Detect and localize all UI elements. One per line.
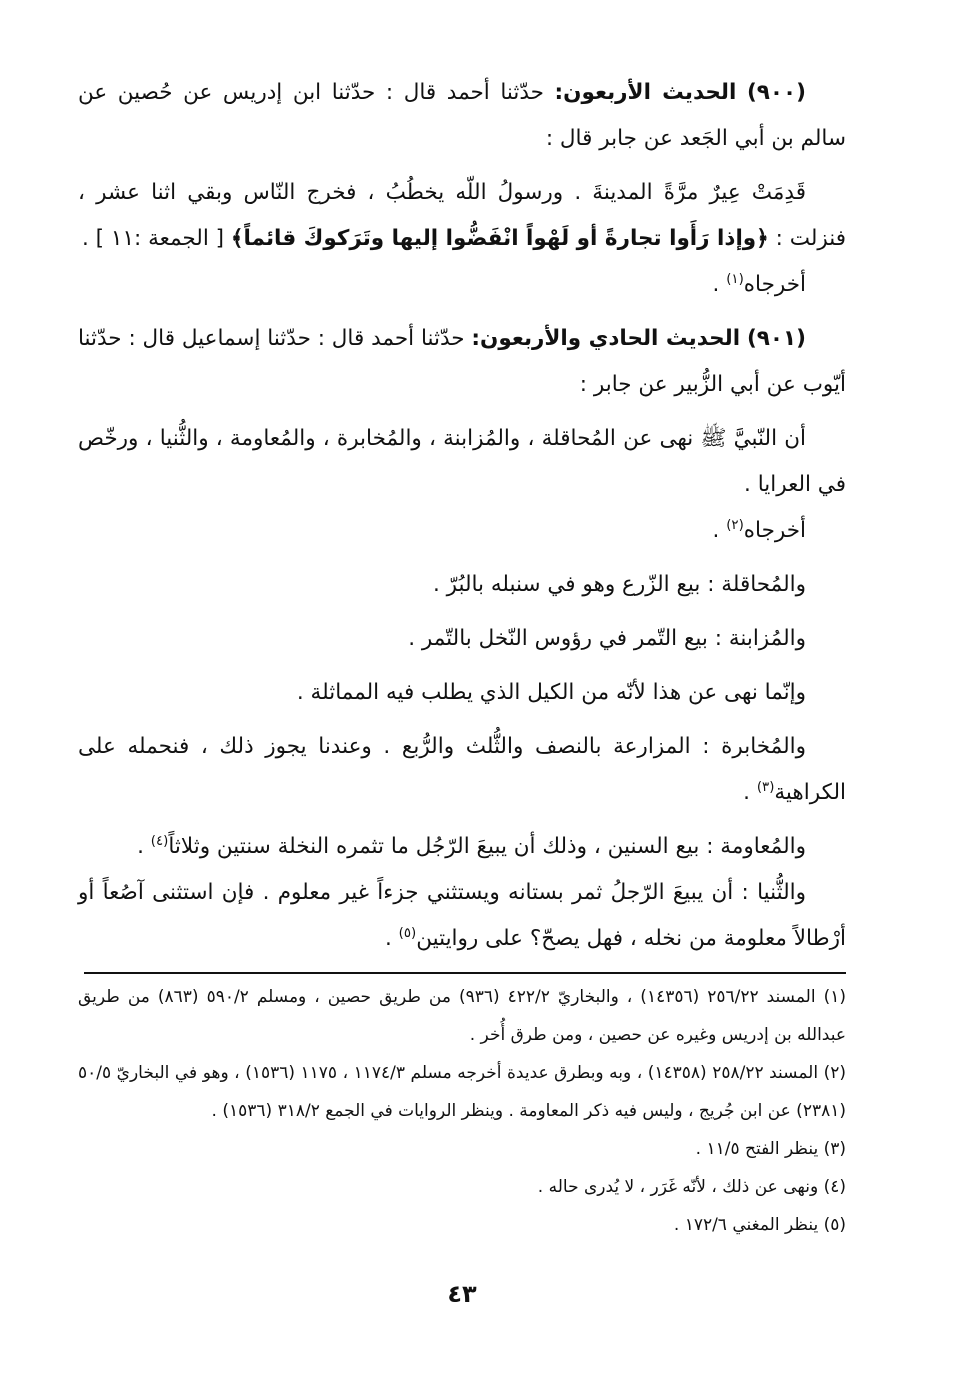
page-number: ٤٣ — [447, 1280, 477, 1308]
hadith-901-number: (٩٠١) — [746, 326, 806, 351]
definition-muhaqala: والمُحاقلة : بيع الزّرع وهو في سنبله بالبُرّ . — [432, 572, 806, 597]
hadith-900-chain: حدّثنا أحمد قال : حدّثنا ابن إدريس عن حُصين عن سالم بن أبي الجَعد عن جابر قال : — [78, 80, 846, 151]
definition-end: . — [384, 926, 399, 951]
footnote-3: (٣) ينظر الفتح ١١/٥ . — [695, 1139, 846, 1159]
hadith-900-text-before-verse: قَدِمَتْ عِيرٌ مرَّةً المدينةَ . ورسولُ اللّه يخطُبُ ، فخرج النّاس وبقي اثنا عشر ، فنزلت : — [78, 180, 846, 251]
definition-muzabana: والمُزابنة : بيع التّمر في رؤوس النّخل بالتّمر . — [408, 626, 806, 651]
footnote-marker-3: (٣) — [756, 779, 775, 795]
definition-end: . — [743, 780, 757, 805]
hadith-901-title: الحديث الحادي والأربعون: — [471, 326, 741, 351]
book-page — [78, 70, 846, 1388]
definition-thunya — [78, 870, 846, 962]
takhrij-end: . — [712, 272, 727, 297]
hadith-901-takhrij — [78, 508, 846, 554]
footnote-marker-5: (٥) — [398, 925, 417, 941]
verse-reference: [ الجمعة :١١ ] . — [82, 226, 225, 251]
footnotes — [78, 978, 846, 1244]
hadith-901-chain: حدّثنا أحمد قال : حدّثنا إسماعيل قال : حدّثنا أيّوب عن أبي الزُّبير عن جابر : — [78, 326, 846, 397]
footnote-marker-4: (٤) — [150, 833, 169, 849]
hadith-901-text: أن النّبيَّ ﷺ نهى عن المُحاقلة ، والمُزابنة ، والمُخابرة ، والمُعاومة ، والثُّنيا ، ورخّص في العرايا . — [78, 426, 846, 497]
definition-mukhabara-text: والمُخابرة : المزارعة بالنصف والثُّلث والرُّبع . وعندنا يجوز ذلك ، فنحمله على الكراهية — [78, 734, 846, 805]
footnote-marker-2: (٢) — [726, 517, 744, 533]
hadith-900-text — [78, 170, 846, 262]
definition-muawama-text: والمُعاومة : بيع السنين ، وذلك أن يبيعَ الرّجُل ما تثمره النخلة سنتين وثلاثاً — [168, 834, 806, 859]
quran-verse: ﴿وإذا رَأَوا تجارةً أو لَهْواً انْفَضُّوا إليها وتَرَكوكَ قائماً﴾ — [230, 226, 769, 251]
hadith-900-takhrij — [78, 262, 846, 308]
takhrij-end: . — [712, 518, 727, 543]
hadith-900 — [78, 70, 846, 162]
definition-thunya-text: والثُّنيا : أن يبيعَ الرّجلُ ثمر بستانه ويستثني جزءاً غير معلوم . فإن استثنى آصُعاً أو أرْطالاً معلومة من نخله ، فهل يصحّ؟ على روايتين — [78, 880, 846, 951]
takhrij-label: أخرجاه — [743, 518, 806, 543]
footnote-4: (٤) ونهى عن ذلك ، لأنّه غَرَر ، لا يُدرى حاله . — [537, 1177, 846, 1197]
footnote-2: (٢) المسند ٢٥٨/٢٢ (١٤٣٥٨) ، وبه وبطرق عديدة أخرجه مسلم ١١٧٤/٣ ، ١١٧٥ (١٥٣٦) ، وهو في البخاريّ ٥٠/٥ (٢٣٨١) عن ابن جُريج ، وليس فيه ذكر المعاومة . وينظر الروايات في الجمع ٣١٨/٢ (١٥٣٦) . — [78, 1063, 847, 1121]
main-text — [78, 70, 846, 962]
hadith-901 — [78, 316, 846, 408]
footnote-separator — [84, 972, 846, 974]
footnote-marker-1: (١) — [726, 271, 744, 287]
definition-mukhabara — [78, 724, 846, 816]
hadith-900-number: (٩٠٠) — [746, 80, 806, 105]
hadith-900-title: الحديث الأربعون: — [554, 80, 737, 105]
definition-muawama — [78, 824, 846, 870]
takhrij-label: أخرجاه — [743, 272, 806, 297]
footnote-1: (١) المسند ٢٥٦/٢٢ (١٤٣٥٦) ، والبخاريّ ٤٢٢/٢ (٩٣٦) من طريق حصين ، ومسلم ٥٩٠/٢ (٨٦٣) من طريق عبدالله بن إدريس وغيره عن حصين ، ومن طرق أُخر . — [78, 987, 846, 1045]
footnote-5: (٥) ينظر المغني ١٧٢/٦ . — [673, 1215, 846, 1235]
definition-reason: وإنّما نهى عن هذا لأنّه من الكيل الذي يطلب فيه المماثلة . — [296, 680, 806, 705]
definition-end: . — [137, 834, 151, 859]
